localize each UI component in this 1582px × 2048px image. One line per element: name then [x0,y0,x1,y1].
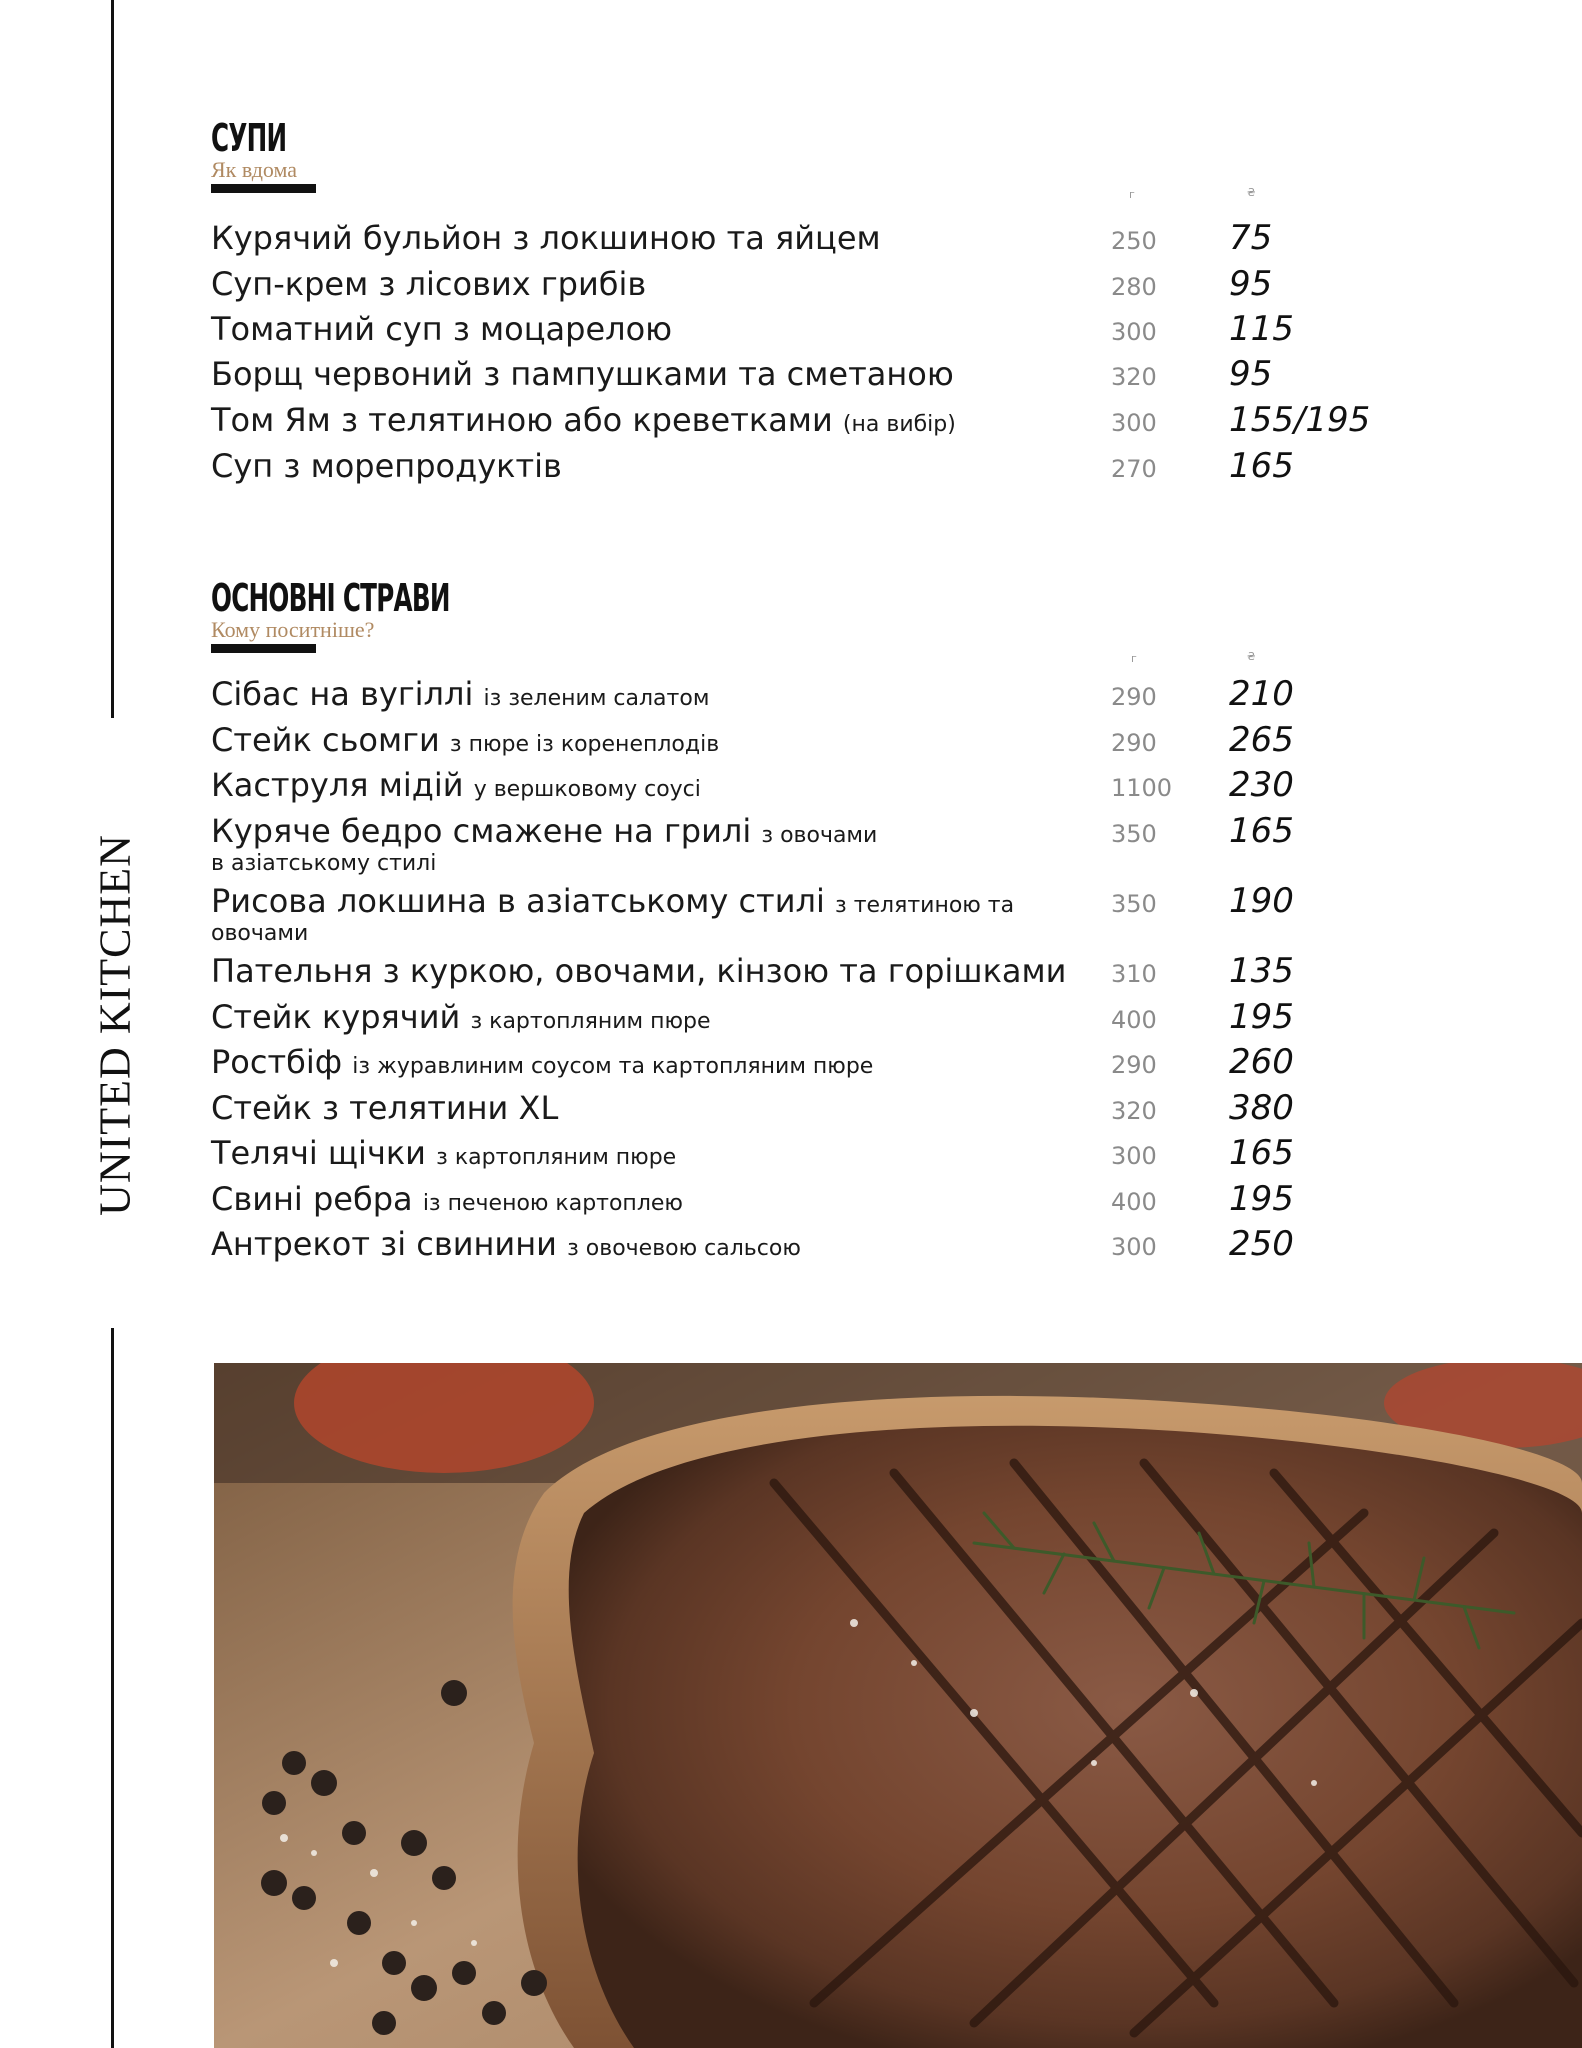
dish-weight: 290 [1111,1051,1157,1079]
dish-name: Борщ червоний з пампушками та сметаною [211,355,954,393]
dish-name: Стейк з телятини XL [211,1089,559,1127]
dish-note: з пюре із коренеплодів [449,732,720,757]
dish-note-continued: овочами [211,921,309,946]
dish-name: Каструля мідій [211,766,464,804]
dish-price: 165 [1229,1133,1294,1173]
dish-weight: 300 [1111,409,1157,437]
dish-note: з картопляним пюре [436,1145,677,1170]
dish-name: Антрекот зі свинини [211,1225,557,1263]
dish-price: 210 [1229,674,1294,714]
dish-weight: 280 [1111,273,1157,301]
section-subtitle: Як вдома [211,157,298,182]
dish-weight: 300 [1111,1142,1157,1170]
dish-price: 230 [1229,765,1294,805]
dish-price: 165 [1229,446,1294,486]
dish-name: Свині ребра [211,1180,413,1218]
dish-name: Пательня з куркою, овочами, кінзою та горішками [211,952,1067,990]
dish-price: 95 [1229,264,1273,304]
dish-note: у вершковому соусі [473,777,701,802]
dish-weight: 350 [1111,890,1157,918]
soups-section [211,116,1411,486]
dish-name: Сібас на вугіллі [211,675,474,713]
weight-unit-label: г [1131,652,1137,665]
dish-note-continued: в азіатському стилі [211,851,437,876]
dish-weight: 300 [1111,318,1157,346]
steak-photo [214,1363,1582,2048]
dish-weight: 320 [1111,363,1157,391]
dish-price: 135 [1229,951,1294,991]
dish-price: 260 [1229,1042,1294,1082]
dish-price: 95 [1229,354,1273,394]
section-subtitle: Кому поситніше? [211,617,375,642]
brand-vertical-title: UNITED KITCHEN [90,834,140,1216]
price-unit-label: ₴ [1247,186,1256,199]
dish-price: 190 [1229,881,1294,921]
dish-weight: 250 [1111,227,1157,255]
dish-price: 165 [1229,811,1294,851]
dish-price: 195 [1229,997,1294,1037]
section-title: СУПИ [211,116,287,160]
price-unit-label: ₴ [1247,650,1256,663]
dish-price: 155/195 [1229,400,1371,440]
dish-note: з овочевою сальсою [567,1236,801,1261]
dish-note: з картопляним пюре [470,1009,711,1034]
dish-note: з телятиною та [835,893,1015,918]
dish-name: Телячі щічки [211,1134,426,1172]
dish-weight: 1100 [1111,774,1173,802]
weight-unit-label: г [1129,188,1135,201]
dish-price: 265 [1229,720,1294,760]
section-title: ОСНОВНІ СТРАВИ [211,576,450,620]
dish-name: Суп з морепродуктів [211,447,562,485]
dish-price: 195 [1229,1179,1294,1219]
dish-price: 115 [1229,309,1294,349]
dish-name: Ростбіф [211,1043,343,1081]
dish-note: з овочами [761,823,878,848]
dish-name: Стейк сьомги [211,721,440,759]
dish-name: Куряче бедро смажене на грилі [211,812,752,850]
dish-weight: 400 [1111,1188,1157,1216]
dish-weight: 300 [1111,1233,1157,1261]
dish-note: із печеною картоплею [422,1191,683,1216]
dish-name: Том Ям з телятиною або креветками [211,401,833,439]
dish-weight: 400 [1111,1006,1157,1034]
dish-weight: 350 [1111,820,1157,848]
dish-note: (на вибір) [842,412,956,437]
dish-note: із журавлиним соусом та картопляним пюре [352,1054,874,1079]
section-underline [211,184,316,193]
dish-weight: 320 [1111,1097,1157,1125]
dish-name: Курячий бульйон з локшиною та яйцем [211,219,881,257]
dish-price: 75 [1229,218,1273,258]
dish-weight: 270 [1111,455,1157,483]
dish-price: 380 [1229,1088,1294,1128]
dish-weight: 310 [1111,960,1157,988]
section-underline [211,644,316,653]
dish-price: 250 [1229,1224,1294,1264]
dish-note: із зеленим салатом [483,686,710,711]
left-rule-top [111,0,114,718]
dish-name: Стейк курячий [211,998,461,1036]
dish-name: Томатний суп з моцарелою [211,310,673,348]
dish-name: Суп-крем з лісових грибів [211,265,647,303]
dish-weight: 290 [1111,683,1157,711]
dish-weight: 290 [1111,729,1157,757]
mains-section [211,576,1411,1264]
dish-name: Рисова локшина в азіатському стилі [211,882,825,920]
left-rule-bottom [111,1328,114,2048]
